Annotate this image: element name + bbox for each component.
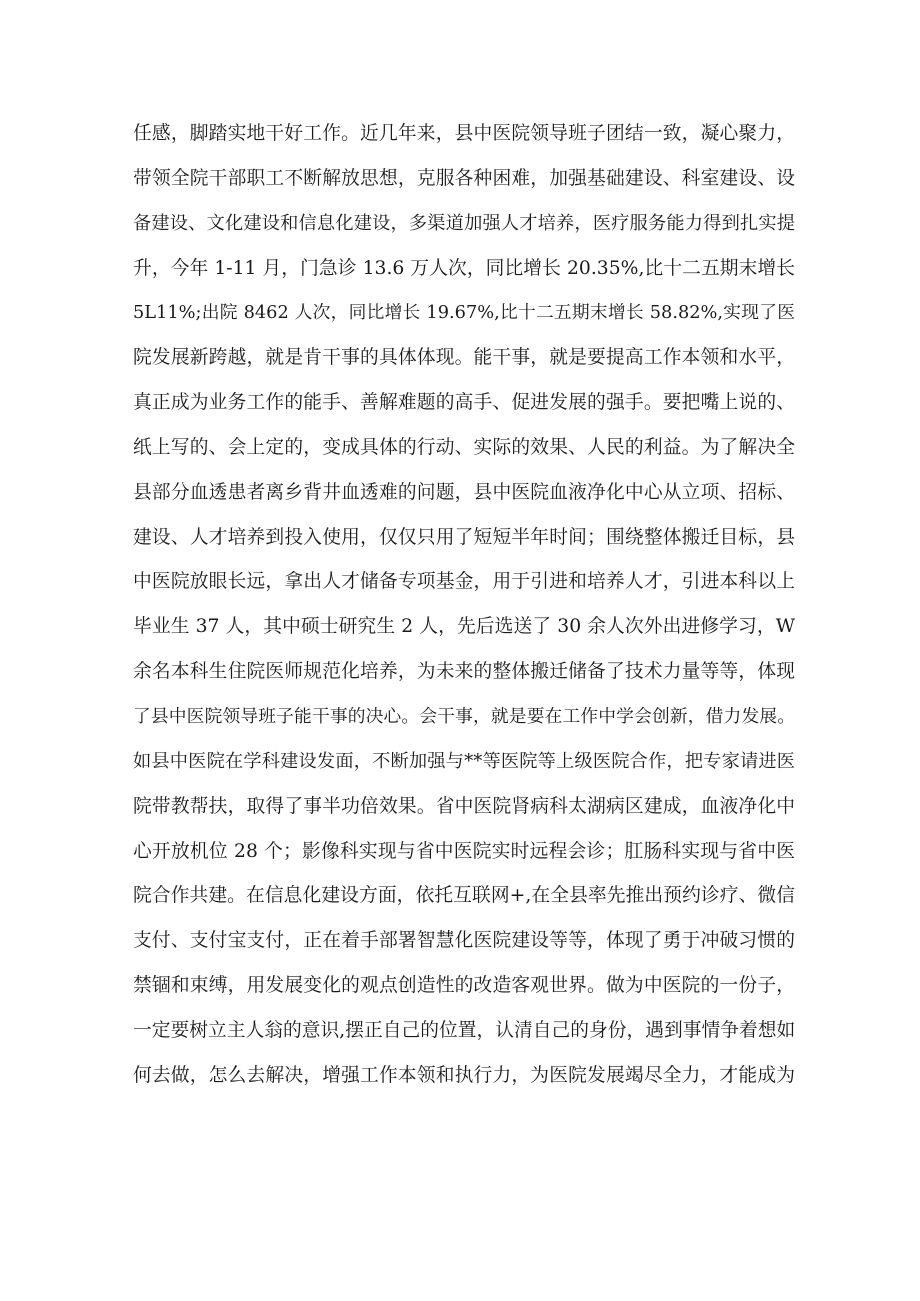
- text-line: 余名本科生住院医师规范化培养，为未来的整体搬迁储备了技术力量等等，体现: [133, 661, 795, 683]
- text-line: 带领全院干部职工不断解放思想，克服各种困难，加强基础建设、科室建设、设: [133, 167, 795, 189]
- body-text: [133, 112, 795, 1099]
- text-line: 县部分血透患者离乡背井血透难的问题，县中医院血液净化中心从立项、招标、: [133, 481, 795, 503]
- text-line: 纸上写的、会上定的，变成具体的行动、实际的效果、人民的利益。为了解决全: [133, 436, 795, 458]
- text-line: 备建设、文化建设和信息化建设，多渠道加强人才培养，医疗服务能力得到扎实提: [133, 212, 795, 234]
- text-line: 院合作共建。在信息化建设方面，依托互联网+,在全县率先推出预约诊疗、微信: [133, 885, 795, 907]
- text-line: 了县中医院领导班子能干事的决心。会干事，就是要在工作中学会创新，借力发展。: [133, 706, 795, 727]
- text-line: 毕业生 37 人，其中硕士研究生 2 人，先后选送了 30 余人次外出进修学习，W: [133, 616, 795, 638]
- text-line: 禁锢和束缚，用发展变化的观点创造性的改造客观世界。做为中医院的一份子，: [133, 975, 795, 997]
- text-line: 任感，脚踏实地干好工作。近几年来，县中医院领导班子团结一致，凝心聚力，: [133, 123, 795, 144]
- text-line: 心开放机位 28 个；影像科实现与省中医院实时远程会诊；肛肠科实现与省中医: [133, 840, 795, 862]
- text-line: 何去做，怎么去解决，增强工作本领和执行力，为医院发展竭尽全力，才能成为: [133, 1064, 795, 1086]
- text-line: 升，今年 1-11 月，门急诊 13.6 万人次，同比增长 20.35%,比十二五期末增长: [133, 257, 795, 279]
- text-line: 支付、支付宝支付，正在着手部署智慧化医院建设等等，体现了勇于冲破习惯的: [133, 930, 795, 952]
- text-line: 院发展新跨越，就是肯干事的具体体现。能干事，就是要提高工作本领和水平，: [133, 347, 795, 369]
- text-line: 院带教帮扶，取得了事半功倍效果。省中医院肾病科太湖病区建成，血液净化中: [133, 795, 795, 817]
- text-line: 5L11%;出院 8462 人次，同比增长 19.67%,比十二五期末增长 58.82%,实现了医: [133, 303, 795, 324]
- text-line: 中医院放眼长远，拿出人才储备专项基金，用于引进和培养人才，引进本科以上: [133, 571, 795, 593]
- text-line: 如县中医院在学科建设发面，不断加强与**等医院等上级医院合作，把专家请进医: [133, 750, 795, 772]
- text-line: 真正成为业务工作的能手、善解难题的高手、促进发展的强手。要把嘴上说的、: [133, 392, 795, 414]
- text-line: 建设、人才培养到投入使用，仅仅只用了短短半年时间；围绕整体搬迁目标，县: [133, 526, 795, 548]
- text-line: 一定要树立主人翁的意识,摆正自己的位置，认清自己的身份，遇到事情争着想如: [133, 1019, 796, 1041]
